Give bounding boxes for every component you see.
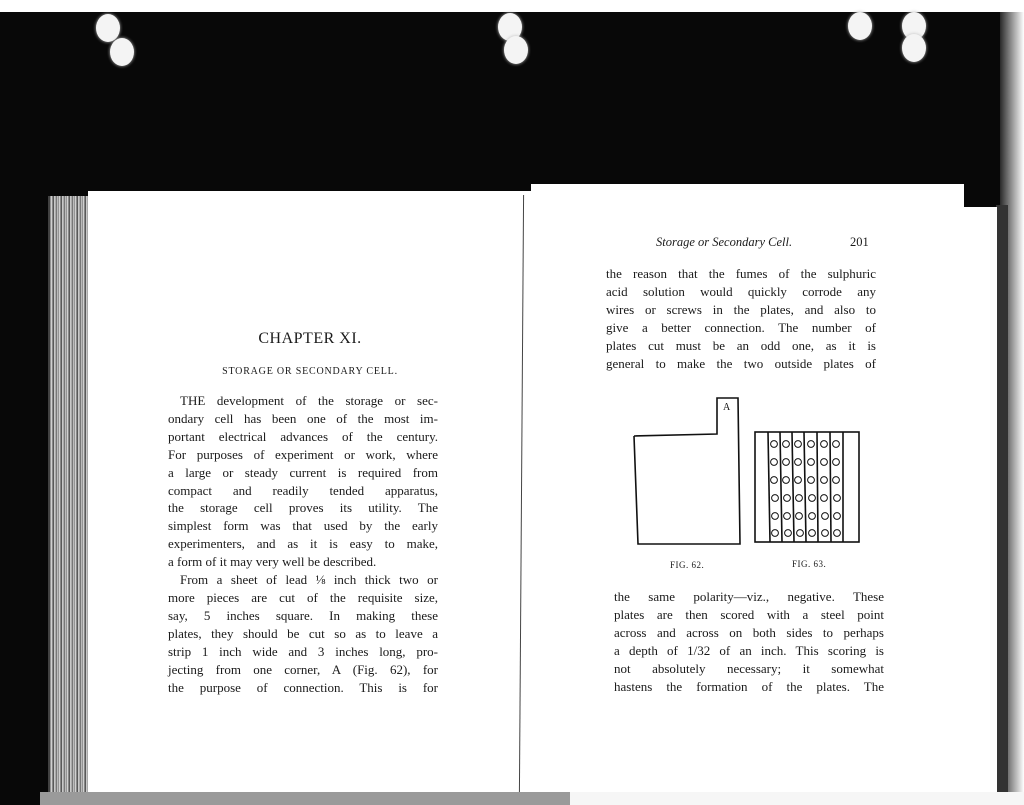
paragraph — [168, 392, 438, 571]
text-line: wires or screws in the plates, and also to — [606, 301, 876, 317]
text-line: simplest form was that used by the early — [168, 518, 438, 534]
binder-hole-icon — [902, 34, 926, 62]
scan-bottom-edge-right — [570, 792, 1024, 805]
page-edges-right — [962, 207, 997, 792]
text-line: From a sheet of lead ⅛ inch thick two or — [180, 572, 438, 588]
paragraph — [606, 265, 876, 372]
binder-hole-icon — [96, 14, 120, 42]
text-line: not absolutely necessary; it somewhat — [614, 660, 884, 676]
text-line: general to make the two outside plates of — [606, 355, 876, 371]
text-line: the same polarity—viz., negative. These — [614, 589, 884, 604]
paragraph — [614, 588, 884, 695]
page-edges-left — [50, 196, 90, 792]
text-line: say, 5 inches square. In making these — [168, 607, 438, 623]
text-line: a form of it may very well be described. — [168, 554, 377, 570]
text-line: more pieces are cut of the requisite size, — [168, 589, 438, 605]
text-line: acid solution would quickly corrode any — [606, 283, 876, 299]
text-line: across and across on both sides to perhaps — [614, 624, 884, 640]
text-line: give a better connection. The number of — [606, 319, 876, 335]
text-line: strip 1 inch wide and 3 inches long, pro- — [168, 643, 438, 659]
chapter-title: CHAPTER XI. — [258, 330, 362, 347]
book-edge-shadow-right — [996, 205, 1008, 795]
text-line: plates, they should be cut so as to leave a — [168, 625, 438, 641]
text-line: the reason that the fumes of the sulphuric — [606, 266, 876, 281]
figure-62-caption: FIG. 62. — [670, 560, 705, 570]
running-head: Storage or Secondary Cell. — [656, 235, 793, 249]
text-line: plates are then scored with a steel point — [614, 606, 884, 622]
binder-hole-icon — [848, 12, 872, 40]
text-line: ondary cell has been one of the most im- — [168, 410, 438, 426]
text-line: For purposes of experiment or work, where — [168, 446, 438, 462]
right-page-body-bottom — [614, 588, 884, 695]
text-line: experimenters, and as it is easy to make, — [168, 536, 438, 552]
figure-62-lead-plate — [632, 396, 746, 546]
left-page-body — [168, 392, 438, 696]
figure-63-caption: FIG. 63. — [792, 559, 827, 569]
text-line: portant electrical advances of the century. — [168, 428, 438, 444]
text-line: plates cut must be an odd one, as it is — [606, 337, 876, 353]
figure-63-perforated-plates — [754, 430, 860, 544]
text-line: the purpose of connection. This is for — [168, 679, 438, 695]
text-line: a depth of 1/32 of an inch. This scoring is — [614, 642, 884, 658]
text-line: jecting from one corner, A (Fig. 62), for — [168, 661, 438, 677]
chapter-subtitle: STORAGE OR SECONDARY CELL. — [222, 366, 398, 377]
paragraph — [168, 571, 438, 696]
binder-hole-icon — [110, 38, 134, 66]
figure-label-a: A — [723, 402, 731, 413]
text-line: hastens the formation of the plates. The — [614, 678, 884, 694]
text-line: the storage cell proves its utility. The — [168, 500, 438, 516]
right-page-body-top — [606, 265, 876, 372]
binder-hole-icon — [504, 36, 528, 64]
text-line: compact and readily tended apparatus, — [168, 482, 438, 498]
page-number: 201 — [850, 235, 869, 249]
text-line: a large or steady current is required from — [168, 464, 438, 480]
scan-bottom-edge — [40, 792, 570, 805]
text-line: THE development of the storage or sec- — [180, 393, 438, 408]
